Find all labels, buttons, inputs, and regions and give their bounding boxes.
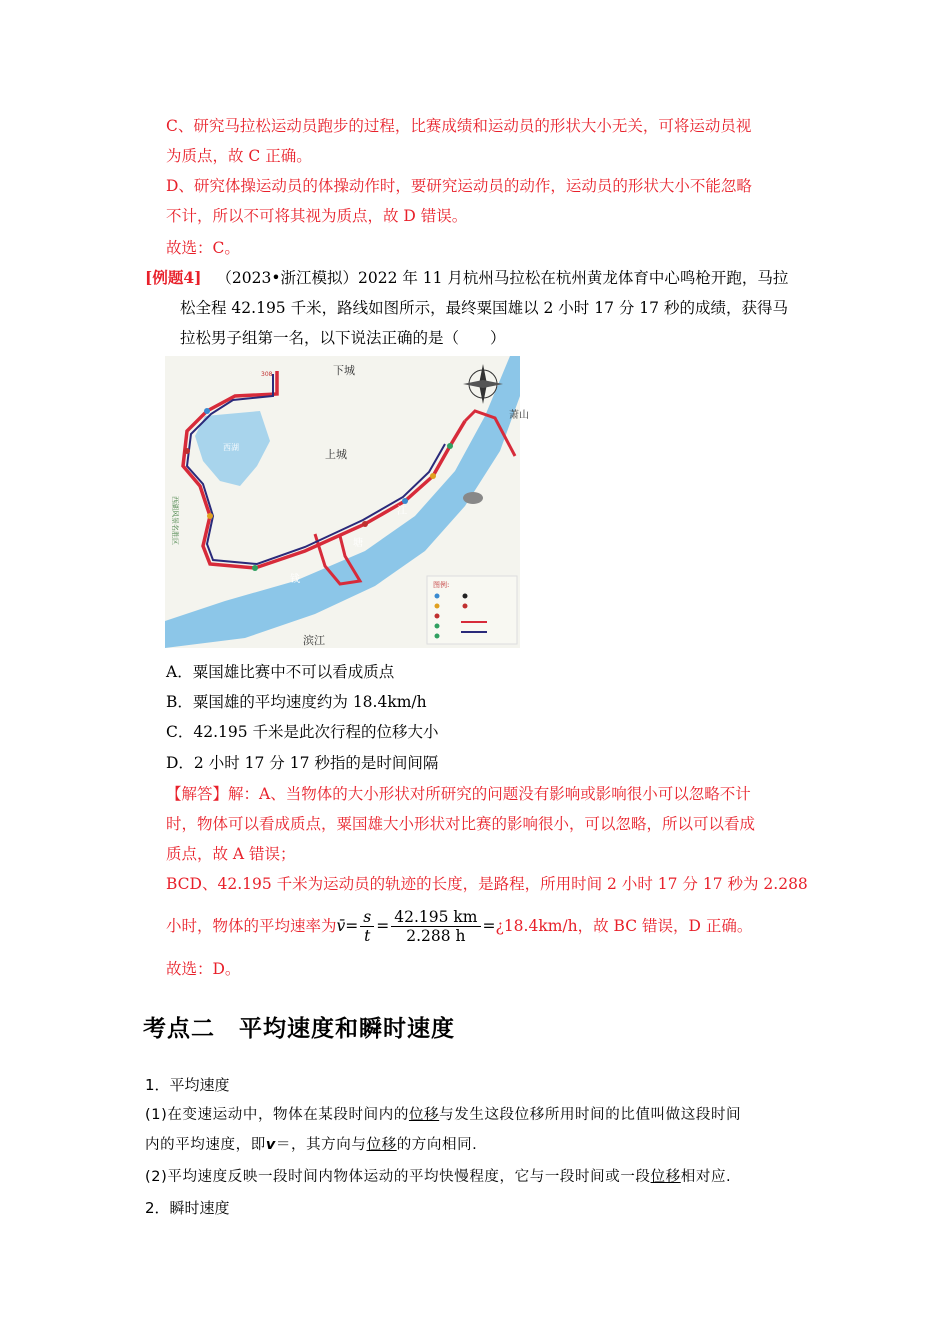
label-shangcheng: 上城	[325, 448, 347, 461]
stadium-icon	[463, 492, 483, 504]
legend-title: 图例:	[433, 581, 450, 589]
para-3-b: 相对应.	[680, 1169, 732, 1185]
para-3-underline: 位移	[650, 1169, 681, 1185]
solution-line-4: BCD、42.195 千米为运动员的轨迹的长度，是路程，所用时间 2 小时 17 分 17 秒为 2.288	[166, 875, 808, 893]
solution-c-line-1: C、研究马拉松运动员跑步的过程，比赛成绩和运动员的形状大小无关，可将运动员视	[166, 117, 752, 135]
solution-c-line-2: 为质点，故 C 正确。	[166, 147, 312, 165]
label-binjiang: 滨江	[303, 634, 325, 647]
solution-line-5-tail: ¿18.4km/h，故 BC 错误，D 正确。	[495, 917, 753, 935]
answer-c: 故选：C。	[166, 239, 240, 257]
solution-line-3: 质点，故 A 错误；	[166, 845, 296, 863]
label-tang: 塘	[353, 538, 363, 549]
frac-t: t	[364, 926, 371, 945]
example-text-3: 拉松男子组第一名，以下说法正确的是（ ）	[180, 329, 506, 347]
solution-line-2: 时，物体可以看成质点，粟国雄大小形状对比赛的影响很小，可以忽略，所以可以看成	[166, 815, 756, 833]
answer-d: 故选：D。	[166, 960, 241, 978]
para-2-v: v	[265, 1137, 276, 1153]
frac-num: 42.195 km	[391, 908, 480, 927]
option-a: A．粟国雄比赛中不可以看成质点	[166, 663, 395, 681]
example-tag: [例题4]	[145, 268, 202, 287]
solution-d-line-2: 不计，所以不可将其视为质点，故 D 错误。	[166, 207, 468, 225]
label-start: 308	[261, 371, 273, 378]
section-title: 考点二 平均速度和瞬时速度	[143, 1016, 455, 1042]
para-3-a: (2)平均速度反映一段时间内物体运动的平均快慢程度，它与一段时间或一段	[145, 1169, 651, 1185]
solution-line-1: 【解答】解：A、当物体的大小形状对所研究的问题没有影响或影响很小可以忽略不计	[166, 785, 751, 803]
para-1	[145, 1104, 741, 1126]
para-2-c: 的方向相同.	[396, 1137, 478, 1153]
solution-line-5	[166, 904, 752, 948]
para-2-a: 内的平均速度，即	[145, 1137, 266, 1153]
solution-line-5-text: 小时，物体的平均速率为	[166, 917, 337, 935]
equals-2: =	[376, 917, 390, 935]
para-2-underline: 位移	[366, 1137, 397, 1153]
frac-den: 2.288 h	[406, 926, 466, 945]
para-2	[145, 1134, 477, 1156]
para-1-underline: 位移	[408, 1107, 440, 1123]
subsection-2: 2．瞬时速度	[145, 1199, 230, 1217]
equals-1: =	[345, 917, 359, 935]
fraction-values	[391, 908, 480, 945]
map-graphic	[165, 356, 529, 648]
option-c: C．42.195 千米是此次行程的位移大小	[166, 723, 439, 741]
option-b: B．粟国雄的平均速度约为 18.4km/h	[166, 693, 427, 711]
marathon-route-map	[165, 356, 529, 648]
para-1-b: 与发生这段位移所用时间的比值叫做这段时间	[439, 1107, 742, 1123]
label-xiacheng: 下城	[333, 364, 355, 377]
example-text-2: 松全程 42.195 千米，路线如图所示，最终粟国雄以 2 小时 17 分 17 秒的成绩，获得马	[180, 299, 788, 317]
para-3	[145, 1166, 731, 1188]
example-header	[145, 267, 788, 289]
fraction-s-t	[360, 908, 374, 945]
para-2-b: ＝，其方向与	[275, 1137, 367, 1153]
equals-3: =	[482, 917, 496, 935]
subsection-1: 1．平均速度	[145, 1076, 230, 1094]
label-xihu: 西湖	[223, 443, 239, 452]
label-qian: 钱	[290, 574, 300, 585]
vbar-symbol: v̄	[336, 917, 346, 935]
option-d: D．2 小时 17 分 17 秒指的是时间间隔	[166, 754, 439, 772]
para-1-a: (1)在变速运动中，物体在某段时间内的	[145, 1107, 409, 1123]
label-jiang: 江	[397, 506, 407, 517]
frac-s: s	[360, 908, 374, 927]
label-xiaoshan: 萧山	[509, 410, 529, 421]
label-scenic: 西湖风景名胜区	[171, 496, 179, 545]
example-text-1: （2023•浙江模拟）2022 年 11 月杭州马拉松在杭州黄龙体育中心鸣枪开跑，马拉	[216, 269, 789, 287]
solution-d-line-1: D、研究体操运动员的体操动作时，要研究运动员的动作，运动员的形状大小不能忽略	[166, 177, 752, 195]
